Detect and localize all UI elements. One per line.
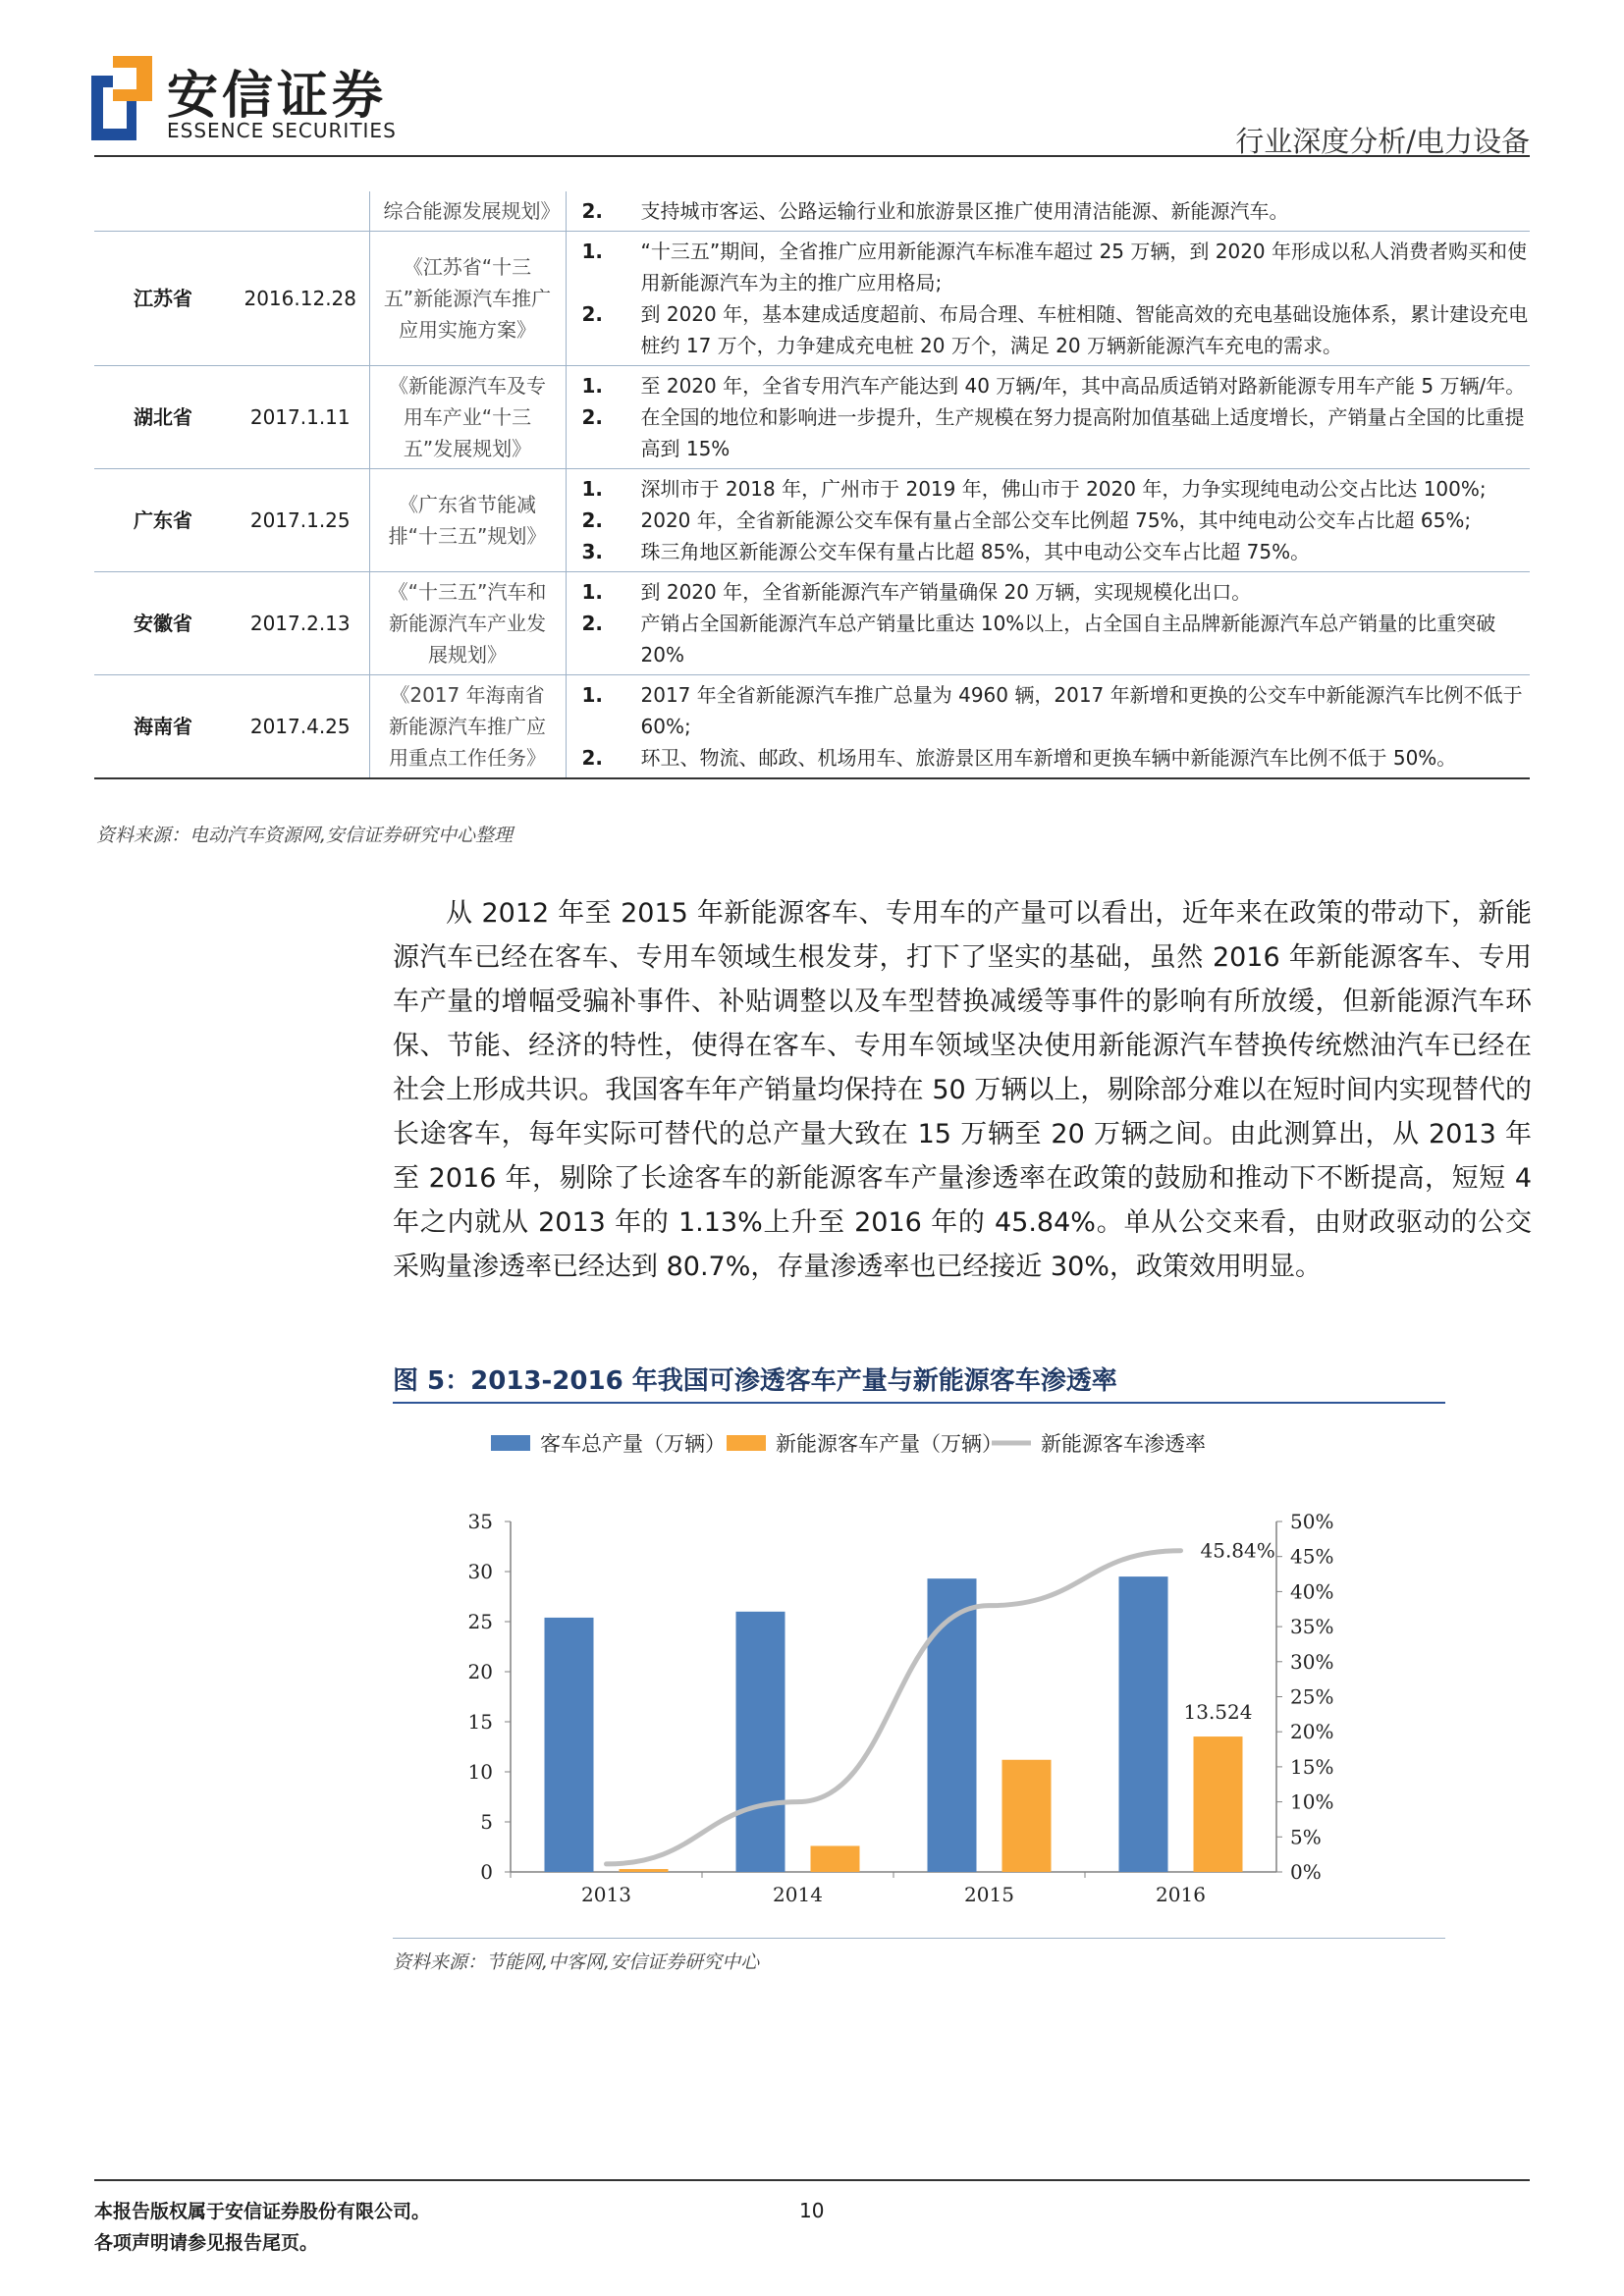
policy-row xyxy=(94,675,1530,779)
items-cell xyxy=(566,232,1530,366)
legend-label: 新能源客车产量（万辆） xyxy=(776,1432,1002,1456)
bar-new-energy-buses xyxy=(1194,1736,1243,1872)
bar-total-buses xyxy=(1119,1576,1168,1872)
item-number: 2. xyxy=(581,302,604,326)
province-cell: 湖北省 xyxy=(134,405,192,429)
data-label-rate-2016: 45.84% xyxy=(1200,1538,1275,1563)
item-text: 珠三角地区新能源公交车保有量占比超 85%，其中电动公交车占比超 75%。 xyxy=(640,540,1311,563)
policy-row xyxy=(94,572,1530,675)
right-tick-label: 5% xyxy=(1290,1825,1322,1849)
bar-total-buses xyxy=(928,1578,977,1872)
footer-divider xyxy=(94,2179,1530,2181)
item-text: 环卫、物流、邮政、机场用车、旅游景区用车新增和更换车辆中新能源汽车比例不低于 50%。 xyxy=(640,746,1457,770)
right-tick-label: 0% xyxy=(1290,1860,1322,1884)
item-text: 深圳市于 2018 年，广州市于 2019 年，佛山市于 2020 年，力争实现纯电动公交占比达 100%; xyxy=(640,477,1487,501)
items-cell xyxy=(566,469,1530,572)
item-number: 1. xyxy=(581,683,604,707)
copyright-notice: 本报告版权属于安信证券股份有限公司。 xyxy=(94,2201,431,2222)
left-tick-label: 25 xyxy=(467,1610,493,1633)
province-cell: 海南省 xyxy=(134,715,192,738)
policy-table-body xyxy=(94,191,1530,778)
legend-swatch xyxy=(491,1435,530,1451)
province-cell: 江苏省 xyxy=(134,287,192,310)
legend-label: 新能源客车渗透率 xyxy=(1041,1432,1206,1456)
item-number: 2. xyxy=(581,405,604,429)
bar-total-buses xyxy=(736,1612,785,1872)
policy-item xyxy=(576,370,1531,401)
document-cell: 《新能源汽车及专用车产业“十三五”发展规划》 xyxy=(369,366,566,469)
disclaimer-notice: 各项声明请参见报告尾页。 xyxy=(94,2232,319,2254)
figure-bottom-rule xyxy=(393,1938,1445,1939)
policy-row xyxy=(94,469,1530,572)
policy-table xyxy=(94,191,1530,779)
item-number: 2. xyxy=(581,199,604,223)
body-paragraph: 从 2012 年至 2015 年新能源客车、专用车的产量可以看出，近年来在政策的带动下，新能源汽车已经在客车、专用车领域生根发芽，打下了坚实的基础，虽然 2016 年新能源客车、专用车产量的增幅受骗补事件、补贴调整以及车型替换减缓等事件的影响有所放缓，但新能源汽车环保、节能、经济的特性，使得在客车、专用车领域坚决使用新能源汽车替换传统燃油汽车已经在社会上形成共识。我国客车年产销量均保持在 50 万辆以上，剔除部分难以在短时间内实现替代的长途客车，每年实际可替代的总产量大致在 15 万辆至 20 万辆之间。由此测算出，从 2013 年至 2016 年，剔除了长途客车的新能源客车产量渗透率在政策的鼓励和推动下不断提高，短短 4 年之内就从 2013 年的 1.13%上升至 2016 年的 45.84%。单从公交来看，由财政驱动的公交采购量渗透率已经达到 80.7%，存量渗透率也已经接近 30%，政策效用明显。 xyxy=(393,898,1532,1282)
figure-title: 图 5：2013-2016 年我国可渗透客车产量与新能源客车渗透率 xyxy=(393,1366,1117,1396)
table-source-note: 资料来源：电动汽车资源网,安信证券研究中心整理 xyxy=(96,825,514,846)
policy-row xyxy=(94,191,1530,232)
legend-label: 客车总产量（万辆） xyxy=(540,1432,726,1456)
right-tick-label: 45% xyxy=(1290,1544,1334,1569)
item-number: 2. xyxy=(581,612,604,635)
item-number: 2. xyxy=(581,746,604,770)
item-text: “十三五”期间，全省推广应用新能源汽车标准车超过 25 万辆，到 2020 年形成以私人消费者购买和使用新能源汽车为主的推广应用格局; xyxy=(640,240,1527,294)
policy-item xyxy=(576,236,1531,298)
report-category: 行业深度分析/电力设备 xyxy=(1235,125,1530,158)
item-text: 至 2020 年，全省专用汽车产能达到 40 万辆/年，其中高品质适销对路新能源专用车产能 5 万辆/年。 xyxy=(640,374,1526,398)
bar-new-energy-buses xyxy=(1002,1760,1052,1872)
date-cell xyxy=(232,191,369,232)
item-number: 1. xyxy=(581,240,604,263)
legend-swatch xyxy=(727,1435,766,1451)
policy-item xyxy=(576,298,1531,361)
item-number: 3. xyxy=(581,540,604,563)
logo-english-name: ESSENCE SECURITIES xyxy=(167,119,397,142)
bar-total-buses xyxy=(545,1618,594,1872)
item-text: 2020 年，全省新能源公交车保有量占全部公交车比例超 75%，其中纯电动公交车占比超 65%; xyxy=(640,508,1472,532)
date-cell: 2017.2.13 xyxy=(249,612,351,635)
logo-chinese-name: 安信证券 xyxy=(167,67,388,126)
x-tick-label: 2013 xyxy=(581,1883,631,1906)
item-text: 产销占全国新能源汽车总产销量比重达 10%以上，占全国自主品牌新能源汽车总产销量的比重突破 20% xyxy=(640,612,1496,667)
right-tick-label: 50% xyxy=(1290,1510,1334,1533)
item-text: 在全国的地位和影响进一步提升，生产规模在努力提高附加值基础上适度增长，产销量占全国的比重提高到 15% xyxy=(640,405,1525,460)
document-cell: 《“十三五”汽车和新能源汽车产业发展规划》 xyxy=(369,572,566,675)
date-cell: 2017.1.11 xyxy=(249,405,351,429)
policy-item xyxy=(576,742,1531,774)
company-logo-icon xyxy=(91,56,152,142)
header-divider xyxy=(94,155,1530,157)
left-tick-label: 35 xyxy=(467,1510,493,1533)
item-number: 1. xyxy=(581,477,604,501)
policy-item xyxy=(576,608,1531,670)
item-number: 2. xyxy=(581,508,604,532)
date-cell: 2016.12.28 xyxy=(244,287,356,310)
right-tick-label: 40% xyxy=(1290,1579,1334,1604)
date-cell: 2017.4.25 xyxy=(249,715,351,738)
province-cell xyxy=(94,191,232,232)
left-tick-label: 15 xyxy=(467,1710,493,1734)
figure-top-rule xyxy=(393,1402,1445,1404)
document-cell: 《2017 年海南省新能源汽车推广应用重点工作任务》 xyxy=(369,675,566,779)
document-cell: 《江苏省“十三五”新能源汽车推广应用实施方案》 xyxy=(369,232,566,366)
x-tick-label: 2016 xyxy=(1156,1883,1206,1906)
policy-item xyxy=(576,536,1531,567)
right-tick-label: 35% xyxy=(1290,1615,1334,1639)
item-text: 到 2020 年，全省新能源汽车产销量确保 20 万辆，实现规模化出口。 xyxy=(640,580,1252,604)
province-cell: 广东省 xyxy=(134,508,192,532)
policy-row xyxy=(94,232,1530,366)
policy-item xyxy=(576,505,1531,536)
bus-penetration-chart xyxy=(393,1406,1445,1936)
policy-item xyxy=(576,401,1531,464)
figure-source-note: 资料来源：节能网,中客网,安信证券研究中心 xyxy=(393,1951,760,1973)
document-cell: 综合能源发展规划》 xyxy=(369,191,566,232)
penetration-rate-line xyxy=(607,1551,1181,1864)
items-cell xyxy=(566,191,1530,232)
data-label-new-energy-2016: 13.524 xyxy=(1183,1700,1253,1725)
x-tick-label: 2014 xyxy=(773,1883,823,1906)
x-tick-label: 2015 xyxy=(964,1883,1014,1906)
document-cell: 《广东省节能减排“十三五”规划》 xyxy=(369,469,566,572)
left-tick-label: 30 xyxy=(467,1560,493,1583)
right-tick-label: 30% xyxy=(1290,1649,1334,1674)
items-cell xyxy=(566,366,1530,469)
date-cell: 2017.1.25 xyxy=(249,508,351,532)
items-cell xyxy=(566,675,1530,779)
bar-new-energy-buses xyxy=(811,1845,860,1872)
item-number: 1. xyxy=(581,580,604,604)
policy-item xyxy=(576,473,1531,505)
policy-row xyxy=(94,366,1530,469)
item-number: 1. xyxy=(581,374,604,398)
page-number: 10 xyxy=(799,2199,825,2222)
item-text: 支持城市客运、公路运输行业和旅游景区推广使用清洁能源、新能源汽车。 xyxy=(640,199,1289,223)
policy-item xyxy=(576,679,1531,742)
right-tick-label: 20% xyxy=(1290,1720,1334,1744)
policy-item xyxy=(576,576,1531,608)
left-tick-label: 10 xyxy=(467,1760,493,1784)
bar-new-energy-buses xyxy=(620,1869,669,1872)
left-tick-label: 0 xyxy=(480,1860,493,1884)
items-cell xyxy=(566,572,1530,675)
province-cell: 安徽省 xyxy=(134,612,192,635)
item-text: 2017 年全省新能源汽车推广总量为 4960 辆，2017 年新增和更换的公交车中新能源汽车比例不低于 60%; xyxy=(640,683,1523,738)
item-text: 到 2020 年，基本建成适度超前、布局合理、车桩相随、智能高效的充电基础设施体系，累计建设充电桩约 17 万个，力争建成充电桩 20 万个，满足 20 万辆新能源汽车充电的需求。 xyxy=(640,302,1529,357)
left-tick-label: 5 xyxy=(480,1810,493,1834)
right-tick-label: 25% xyxy=(1290,1684,1334,1709)
right-tick-label: 15% xyxy=(1290,1754,1334,1779)
left-tick-label: 20 xyxy=(467,1660,493,1683)
policy-item xyxy=(576,195,1531,227)
right-tick-label: 10% xyxy=(1290,1789,1334,1814)
